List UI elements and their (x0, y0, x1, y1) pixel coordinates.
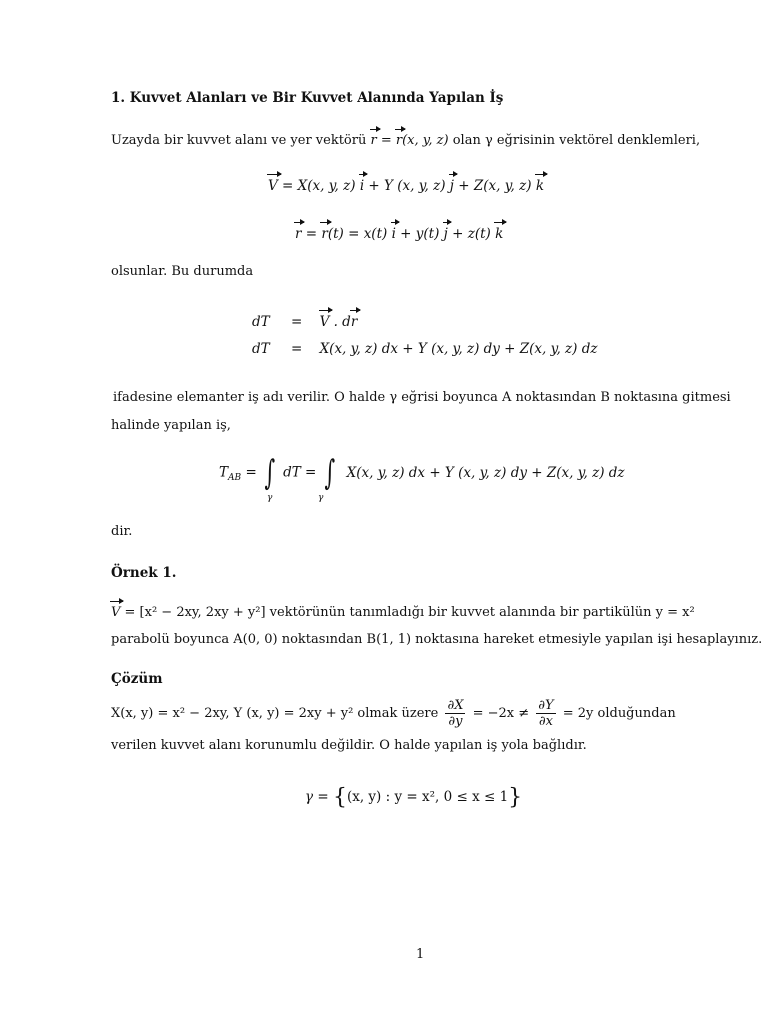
equation-dT-1 (252, 310, 357, 330)
r-vector-4: r (321, 222, 327, 242)
j-vector: j (450, 174, 454, 194)
olsunlar-text: olsunlar. Bu durumda (111, 264, 254, 279)
fraction-dX-dy (445, 698, 465, 729)
paragraph-2-line-2: halinde yapılan iş, (111, 418, 231, 433)
k-vector-2: k (495, 222, 503, 242)
integral-gamma-2: γ (318, 493, 324, 503)
eq-V-part1: = X(x, y, z) (282, 178, 360, 194)
section-title: 1. Kuvvet Alanları ve Bir Kuvvet Alanında Yapılan İş (111, 90, 504, 106)
gamma-set-close-brace: } (508, 785, 523, 810)
fraction-dY-dx (536, 698, 555, 729)
gamma-set-definition (305, 785, 522, 810)
integral-symbol-1: ∫ (264, 453, 276, 493)
frac1-den: ∂y (448, 714, 463, 729)
example-line-1 (111, 601, 695, 620)
dT2-lhs: dT (252, 341, 270, 357)
page-number: 1 (416, 947, 425, 962)
solution-title: Çözüm (111, 671, 163, 687)
intro-text: Uzayda bir kuvvet alanı ve yer vektörü (111, 133, 367, 148)
solution-line-1-right: = 2y olduğundan (562, 706, 676, 721)
frac1-num: ∂X (447, 698, 464, 713)
gamma-set-open-brace: { (332, 785, 347, 810)
k-vector: k (536, 174, 544, 194)
intro-after: olan γ eğrisinin vektörel denklemleri, (448, 133, 701, 148)
dT2-rhs: X(x, y, z) dx + Y (x, y, z) dy + Z(x, y, z) dz (319, 341, 598, 357)
r-vector: r (371, 129, 377, 148)
r-vector-2: r (396, 129, 402, 148)
gamma-set-body: (x, y) : y = x², 0 ≤ x ≤ 1 (346, 789, 509, 805)
equation-r (295, 222, 503, 242)
solution-line-1-left: X(x, y) = x² − 2xy, Y (x, y) = 2xy + y² olmak üzere (111, 706, 439, 721)
dT1-dot: . d (329, 314, 351, 330)
equation-V (268, 174, 544, 194)
integral-gamma-1: γ (267, 493, 273, 503)
solution-line-2: verilen kuvvet alanı korunumlu değildir. O halde yapılan iş yola bağlıdır. (111, 738, 587, 753)
dir-text: dir. (111, 524, 133, 539)
j-vector-2: j (444, 222, 448, 242)
example-title: Örnek 1. (111, 565, 177, 581)
frac2-den: ∂x (538, 714, 553, 729)
T-lhs: T (219, 464, 229, 481)
V-vector-2: V (320, 310, 330, 330)
dT1-op: = (290, 314, 303, 330)
solution-line-1 (111, 698, 676, 729)
eq-V-part2: + Y (x, y, z) (364, 178, 450, 194)
gamma-set-lhs: γ = (305, 789, 333, 805)
intro-r-def: = (380, 133, 396, 148)
intro-paragraph (111, 129, 700, 148)
eq-r-part2: + y(t) (395, 226, 444, 242)
integral-symbol-2: ∫ (324, 453, 335, 493)
i-vector: i (360, 174, 364, 194)
T-subscript: AB (228, 473, 242, 484)
eq-r-part3: + z(t) (447, 226, 496, 242)
dT1-lhs: dT (252, 314, 270, 330)
V-vector: V (268, 174, 278, 194)
paragraph-2-line-1: ifadesine elemanter iş adı verilir. O halde γ eğrisi boyunca A noktasından B noktasına gitmesi (113, 390, 731, 405)
equation-dT-2 (252, 341, 597, 357)
eq-V-part3: + Z(x, y, z) (453, 178, 536, 194)
intro-r-args: (x, y, z) (402, 133, 449, 148)
T-eq1: = (245, 464, 262, 481)
r-vector-5: r (351, 310, 357, 330)
eq-r-equals: = (301, 226, 322, 242)
i-vector-2: i (392, 222, 396, 242)
eq-r-part1: (t) = x(t) (327, 226, 392, 242)
equation-T-AB (219, 453, 625, 493)
V-vector-3: V (111, 601, 120, 620)
example-line-1-rest: = [x² − 2xy, 2xy + y²] vektörünün tanımladığı bir kuvvet alanında bir partikülün y = x² (120, 605, 695, 620)
frac2-num: ∂Y (538, 698, 554, 713)
solution-line-1-middle: = −2x ≠ (472, 706, 530, 721)
dT2-op: = (290, 341, 303, 357)
T-mid: dT = (283, 464, 321, 481)
r-vector-3: r (295, 222, 301, 242)
example-line-2: parabolü boyunca A(0, 0) noktasından B(1, 1) noktasına hareket etmesiyle yapılan işi hesaplayınız. (111, 632, 763, 647)
T-rhs: X(x, y, z) dx + Y (x, y, z) dy + Z(x, y, z) dz (346, 464, 625, 481)
